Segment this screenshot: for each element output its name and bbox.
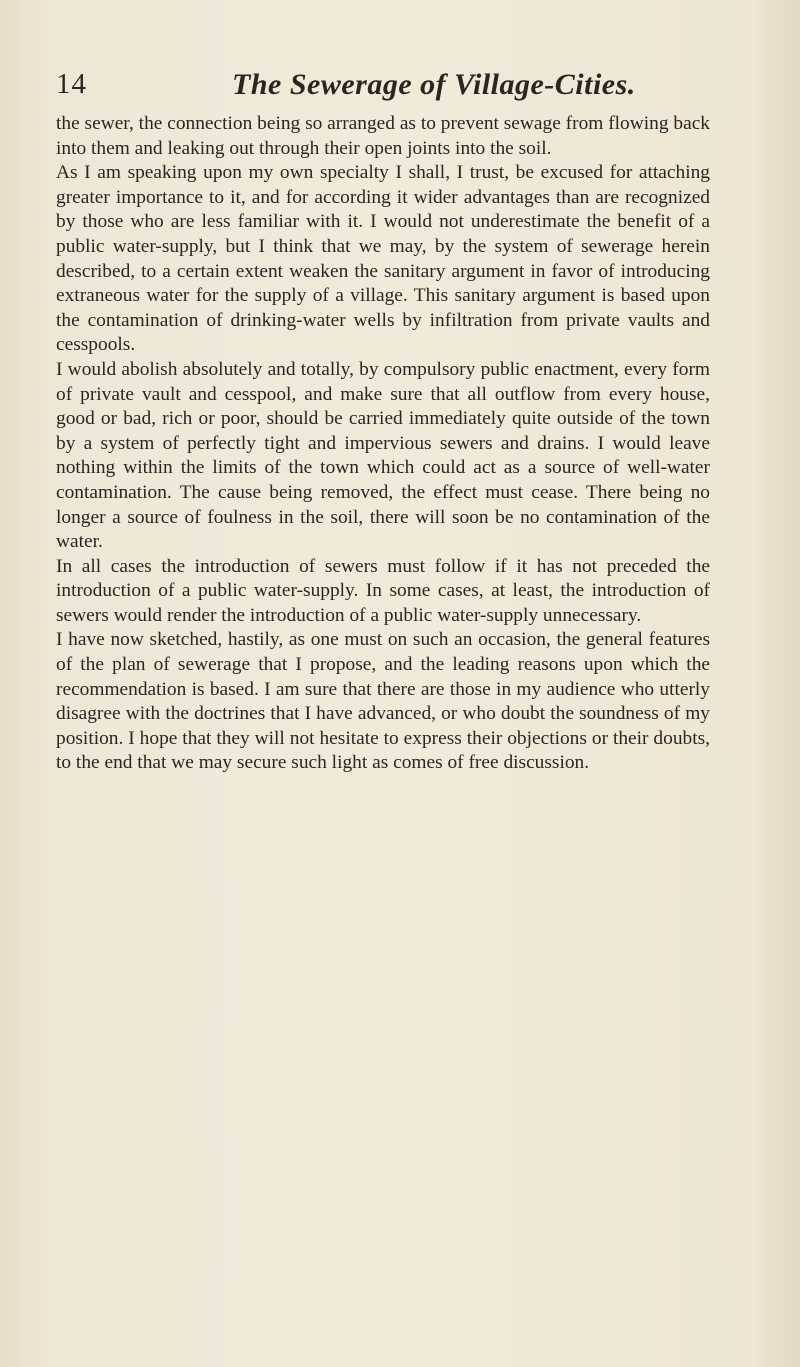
- paragraph: I would abolish absolutely and totally, by compulsory public enactment, every form of private vault and cesspool, and make sure that all outflow from every house, good or bad, rich or poor, should be carried immediately quite outside of the town by a system of perfectly tight and impervious sewers and drains. I would leave nothing within the limits of the town which could act as a source of well-water contamination. The cause being removed, the effect must cease. There being no longer a source of foulness in the soil, there will soon be no contamination of the water.: [56, 358, 710, 553]
- page-number: 14: [56, 68, 87, 100]
- paragraph: As I am speaking upon my own specialty I shall, I trust, be excused for attaching greater importance to it, and for according it wider advantages than are recognized by those who are less familiar with it. I would not underestimate the benefit of a public water-supply, but I think that we may, by the system of sewerage herein described, to a certain extent weaken the sanitary argument in favor of introducing extraneous water for the supply of a village. This sanitary argument is based upon the contamination of drinking-water wells by infiltration from private vaults and cesspools.: [56, 162, 710, 356]
- running-title: The Sewerage of Village-Cities.: [232, 68, 636, 101]
- page-header: [50, 68, 700, 108]
- paragraph: I have now sketched, hastily, as one must on such an occasion, the general features of the plan of sewerage that I propose, and the leading reasons upon which the recommendation is based. I am sure that there are those in my audience who utterly disagree with the doctrines that I have advanced, or who doubt the soundness of my position. I hope that they will not hesitate to express their objections or their doubts, to the end that we may secure such light as comes of free discussion.: [56, 629, 710, 774]
- body-text: [56, 112, 710, 776]
- paragraph: the sewer, the connection being so arranged as to prevent sewage from flowing back into them and leaking out through their open joints into the soil.: [56, 113, 710, 159]
- paragraph: In all cases the introduction of sewers must follow if it has not preceded the introduction of a public water-supply. In some cases, at least, the introduction of sewers would render the introduction of a public water-supply unnecessary.: [56, 555, 710, 626]
